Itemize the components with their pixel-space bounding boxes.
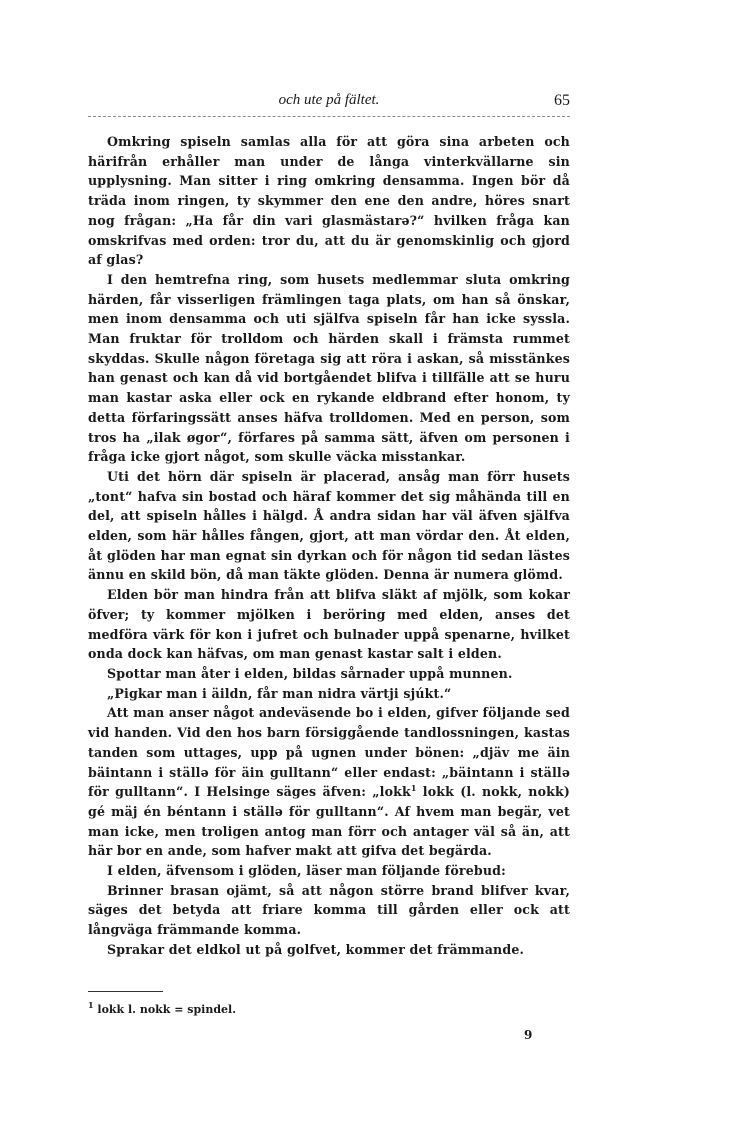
paragraph: „Pigkar man i äildn, får man nidra värtji sjúkt.“ [107, 685, 452, 701]
paragraph-text-end: lokk (l. nokk, nokk) gé mäj én béntann i ställə för gulltann“. Af hvem man begär, vet man icke, men troligen antog man förr och antager väl så än, att här bor en ande, som hafver makt att gifva det begärda. [88, 784, 571, 859]
paragraph: Brinner brasan ojämt, så att någon större brand blifver kvar, säges det betyda att friare komma till gården eller ock att långväga främmande komma. [88, 882, 570, 938]
footnote-divider [88, 991, 163, 992]
page-header [88, 90, 570, 117]
sheet-number: 9 [524, 1028, 533, 1042]
running-title: och ute på fältet. [278, 92, 380, 108]
paragraph: Sprakar det eldkol ut på golfvet, kommer det främmande. [107, 941, 525, 957]
paragraph-with-footnote [88, 703, 570, 861]
paragraph: I elden, äfvensom i glöden, läser man följande förebud: [107, 863, 506, 879]
footnote-reference: 1 [410, 783, 417, 794]
paragraph: I den hemtrefna ring, som husets medlemmar sluta omkring härden, får visserligen främlingen taga plats, om han så önskar, men inom densamma och uti själfva spiseln får han icke syssla. Man fruktar för trolldom och härden skall i främsta rummet skyddas. Skulle någon företaga sig att röra i askan, så misstänkes han genast och kan då vid bortgåendet blifva i tillfälle att se huru man kastar aska eller ock en rykande eldbrand efter honom, ty detta förfaringssätt anses häfva trolldomen. Med en person, som tros ha „ilak øgor“, förfares på samma sätt, äfven om personen i fråga icke gjort något, som skulle väcka misstankar. [88, 271, 570, 465]
footnote-marker: 1 [88, 1000, 94, 1010]
footnote [88, 1002, 570, 1017]
paragraph: Elden bör man hindra från att blifva släkt af mjölk, som kokar öfver; ty kommer mjölken i beröring med elden, anses det medföra värk för kon i jufret och bulnader uppå spenarne, hvilket onda dock kan häfvas, om man genast kastar salt i elden. [88, 587, 570, 662]
page-number: 65 [554, 92, 570, 109]
footnote-text: lokk l. nokk = spindel. [93, 1003, 237, 1016]
paragraph: Uti det hörn där spiseln är placerad, ansåg man förr husets „tont“ hafva sin bostad och häraf kommer det sig måhända till en del, att spiseln hålles i hälgd. Å andra sidan har väl äfven själfva elden, som här hålles fången, gjort, att man vördar den. Åt elden, åt glöden har man egnat sin dyrkan och för någon tid sedan lästes ännu en skild bön, då man täkte glöden. Denna är numera glömd. [88, 468, 570, 583]
body-text [88, 132, 570, 960]
paragraph: Omkring spiseln samlas alla för att göra sina arbeten och härifrån erhåller man under de långa vinterkvällarne sin upplysning. Man sitter i ring omkring densamma. Ingen bör då träda inom ringen, ty skymmer den ene den andre, höres snart nog frågan: „Ha får din vari glasmästarə?“ hvilken fråga kan omskrifvas med orden: tror du, att du är genomskinlig och gjord af glas? [88, 134, 570, 268]
paragraph: Spottar man åter i elden, bildas sårnader uppå munnen. [107, 665, 513, 681]
paragraph-text-start: Att man anser något andeväsende bo i elden, gifver följande sed vid handen. Vid den hos barn försiggående tandlossningen, kastas tanden som uttages, upp på ugnen under bönen: „djäv me äin bäintann i ställə för äin gulltann“ eller endast: „bäintann i ställə för gulltann“. I Helsinge säges äfven: „lokk [88, 705, 570, 800]
